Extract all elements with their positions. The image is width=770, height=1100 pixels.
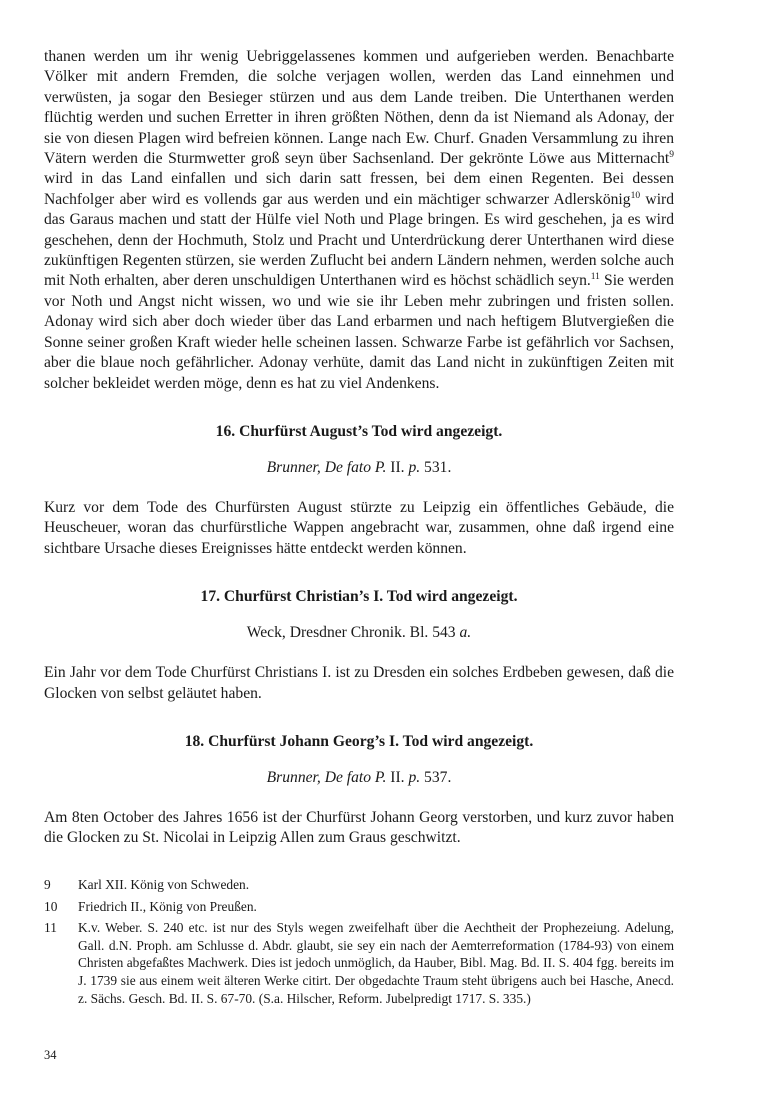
- source-italic: a.: [459, 624, 472, 642]
- source-plain: II.: [386, 458, 409, 476]
- section-body-17: Ein Jahr vor dem Tode Churfürst Christians I. ist zu Dresden ein solches Erdbeben gewesen, daß die Glocken von selbst geläutet haben.: [44, 664, 674, 702]
- section-body-18: Am 8ten October des Jahres 1656 ist der Churfürst Johann Georg verstorben, und kurz zuvor haben die Glocken zu St. Nicolai in Leipzig Allen zum Graus geschwitzt.: [44, 808, 674, 847]
- section-body-16: Kurz vor dem Tode des Churfürsten August stürzte zu Leipzig ein öffentliches Gebäude, die Heuscheuer, woran das churfürstliche Wappen angebracht war, zusammen, ohne daß irgend eine sichtbare Ursache dieses Ereignisses hätte entdeckt werden können.: [44, 498, 674, 557]
- footnote-number: 10: [44, 898, 58, 914]
- intro-text-1: thanen werden um ihr wenig Uebriggelassenes kommen und aufgerieben werden. Benachbarte Völker mit andern Fremden, die solche verjagen wollen, werden das Land einnehmen und verwüsten, ja sogar den Besieger stürzen und aus dem Lande treiben. Die Unterthanen werden flüchtig werden und suchen Erretter in ihren größten Nöthen, denn da ist Niemand als Adonay, der sie von diesen Plagen wird befreien können. Lange nach Ew. Churf. Gnaden Versammlung zu ihren Vätern werden die Sturmwetter groß seyn über Sachsenland. Der gekrönte Löwe aus Mitternacht: [44, 48, 674, 168]
- footnote-10: [44, 898, 674, 916]
- footnote-9: [44, 876, 674, 894]
- footnote-ref-11[interactable]: 11: [590, 272, 600, 283]
- source-italic: Brunner, De fato P.: [266, 768, 387, 786]
- source-tail: 537.: [420, 768, 452, 786]
- footnote-text: Friedrich II., König von Preußen.: [78, 898, 257, 914]
- section-source-16: [44, 458, 674, 478]
- intro-text-2: wird in das Land einfallen und sich darin satt fressen, bei dem einen Regenten. Bei dessen Nachfolger aber wird es vollends gar aus werden und ein mächtiger schwarzer Adlerskönig: [44, 170, 674, 208]
- section-source-17: [44, 623, 674, 643]
- footnote-text: Karl XII. König von Schweden.: [78, 877, 250, 892]
- footnote-number: 11: [44, 920, 57, 936]
- page-number: 34: [44, 1048, 57, 1062]
- footnote-11: [44, 919, 674, 1007]
- source-italic-2: p.: [408, 458, 421, 476]
- source-italic-2: p.: [408, 768, 421, 786]
- section-title-16: 16. Churfürst August’s Tod wird angezeigt.: [215, 422, 503, 440]
- section-title-17: 17. Churfürst Christian’s I. Tod wird angezeigt.: [200, 588, 518, 606]
- footnote-number: 9: [44, 877, 51, 892]
- section-title-18: 18. Churfürst Johann Georg’s I. Tod wird angezeigt.: [184, 732, 534, 750]
- source-tail: 531.: [420, 458, 452, 476]
- footnote-ref-10[interactable]: 10: [630, 190, 641, 201]
- source-plain: II.: [386, 768, 409, 786]
- source-plain: Weck, Dresdner Chronik. Bl. 543: [246, 624, 460, 642]
- section-source-18: [44, 768, 674, 788]
- footnote-text: K.v. Weber. S. 240 etc. ist nur des Styls wegen zweifelhaft über die Aechtheit der Prophezeiung. Adelung, Gall. d.N. Proph. am Schlusse d. Abdr. glaubt, sie sey ein nach der Aemterreformation (1784-93) von einem Christen abgefaßtes Machwerk. Dies ist jedoch unmöglich, da Hauber, Bibl. Mag. Bd. II. S. 404 fgg. bereits im J. 1739 sie aus einem weit älteren Werke citirt. Der obgedachte Traum steht übrigens auch bei Hasche, Anecd. z. Sächs. Gesch. Bd. II. S. 67-70. (S.a. Hilscher, Reform. Jubelpredigt 1717. S. 335.): [78, 920, 674, 1006]
- intro-paragraph: [44, 47, 674, 394]
- intro-text-3: wird das Garaus machen und statt der Hülfe viel Noth und Plage bringen. Es wird geschehen, ja es wird geschehen, denn der Hochmuth, Stolz und Pracht und Unterdrückung derer Unterthanen wird diese zukünftigen Regenten stürzen, sie werden Zuflucht bei andern Ländern nehmen, werden solche auch mit Noth erhalten, aber deren unschuldigen Unterthanen wird es höchst schädlich seyn.: [44, 190, 675, 290]
- footnote-ref-9[interactable]: 9: [669, 150, 674, 161]
- footnotes: [44, 876, 674, 1007]
- intro-text-4: Sie werden vor Noth und Angst nicht wissen, wo und wie sie ihr Leben mehr zubringen und fristen sollen. Adonay wird sich aber doch wieder über das Land erbarmen und nach heftigem Blutvergießen die Sonne seiner großen Kraft wieder helle scheinen lassen. Schwarze Farbe ist gefährlich vor Sachsen, aber die blaue noch gefährlicher. Adonay verhüte, damit das Land nicht in zukünftigen Zeiten mit solcher bekleidet werden möge, denn es hat zu viel Andenkens.: [44, 272, 674, 392]
- source-italic: Brunner, De fato P.: [266, 458, 387, 476]
- page-body: [44, 47, 674, 849]
